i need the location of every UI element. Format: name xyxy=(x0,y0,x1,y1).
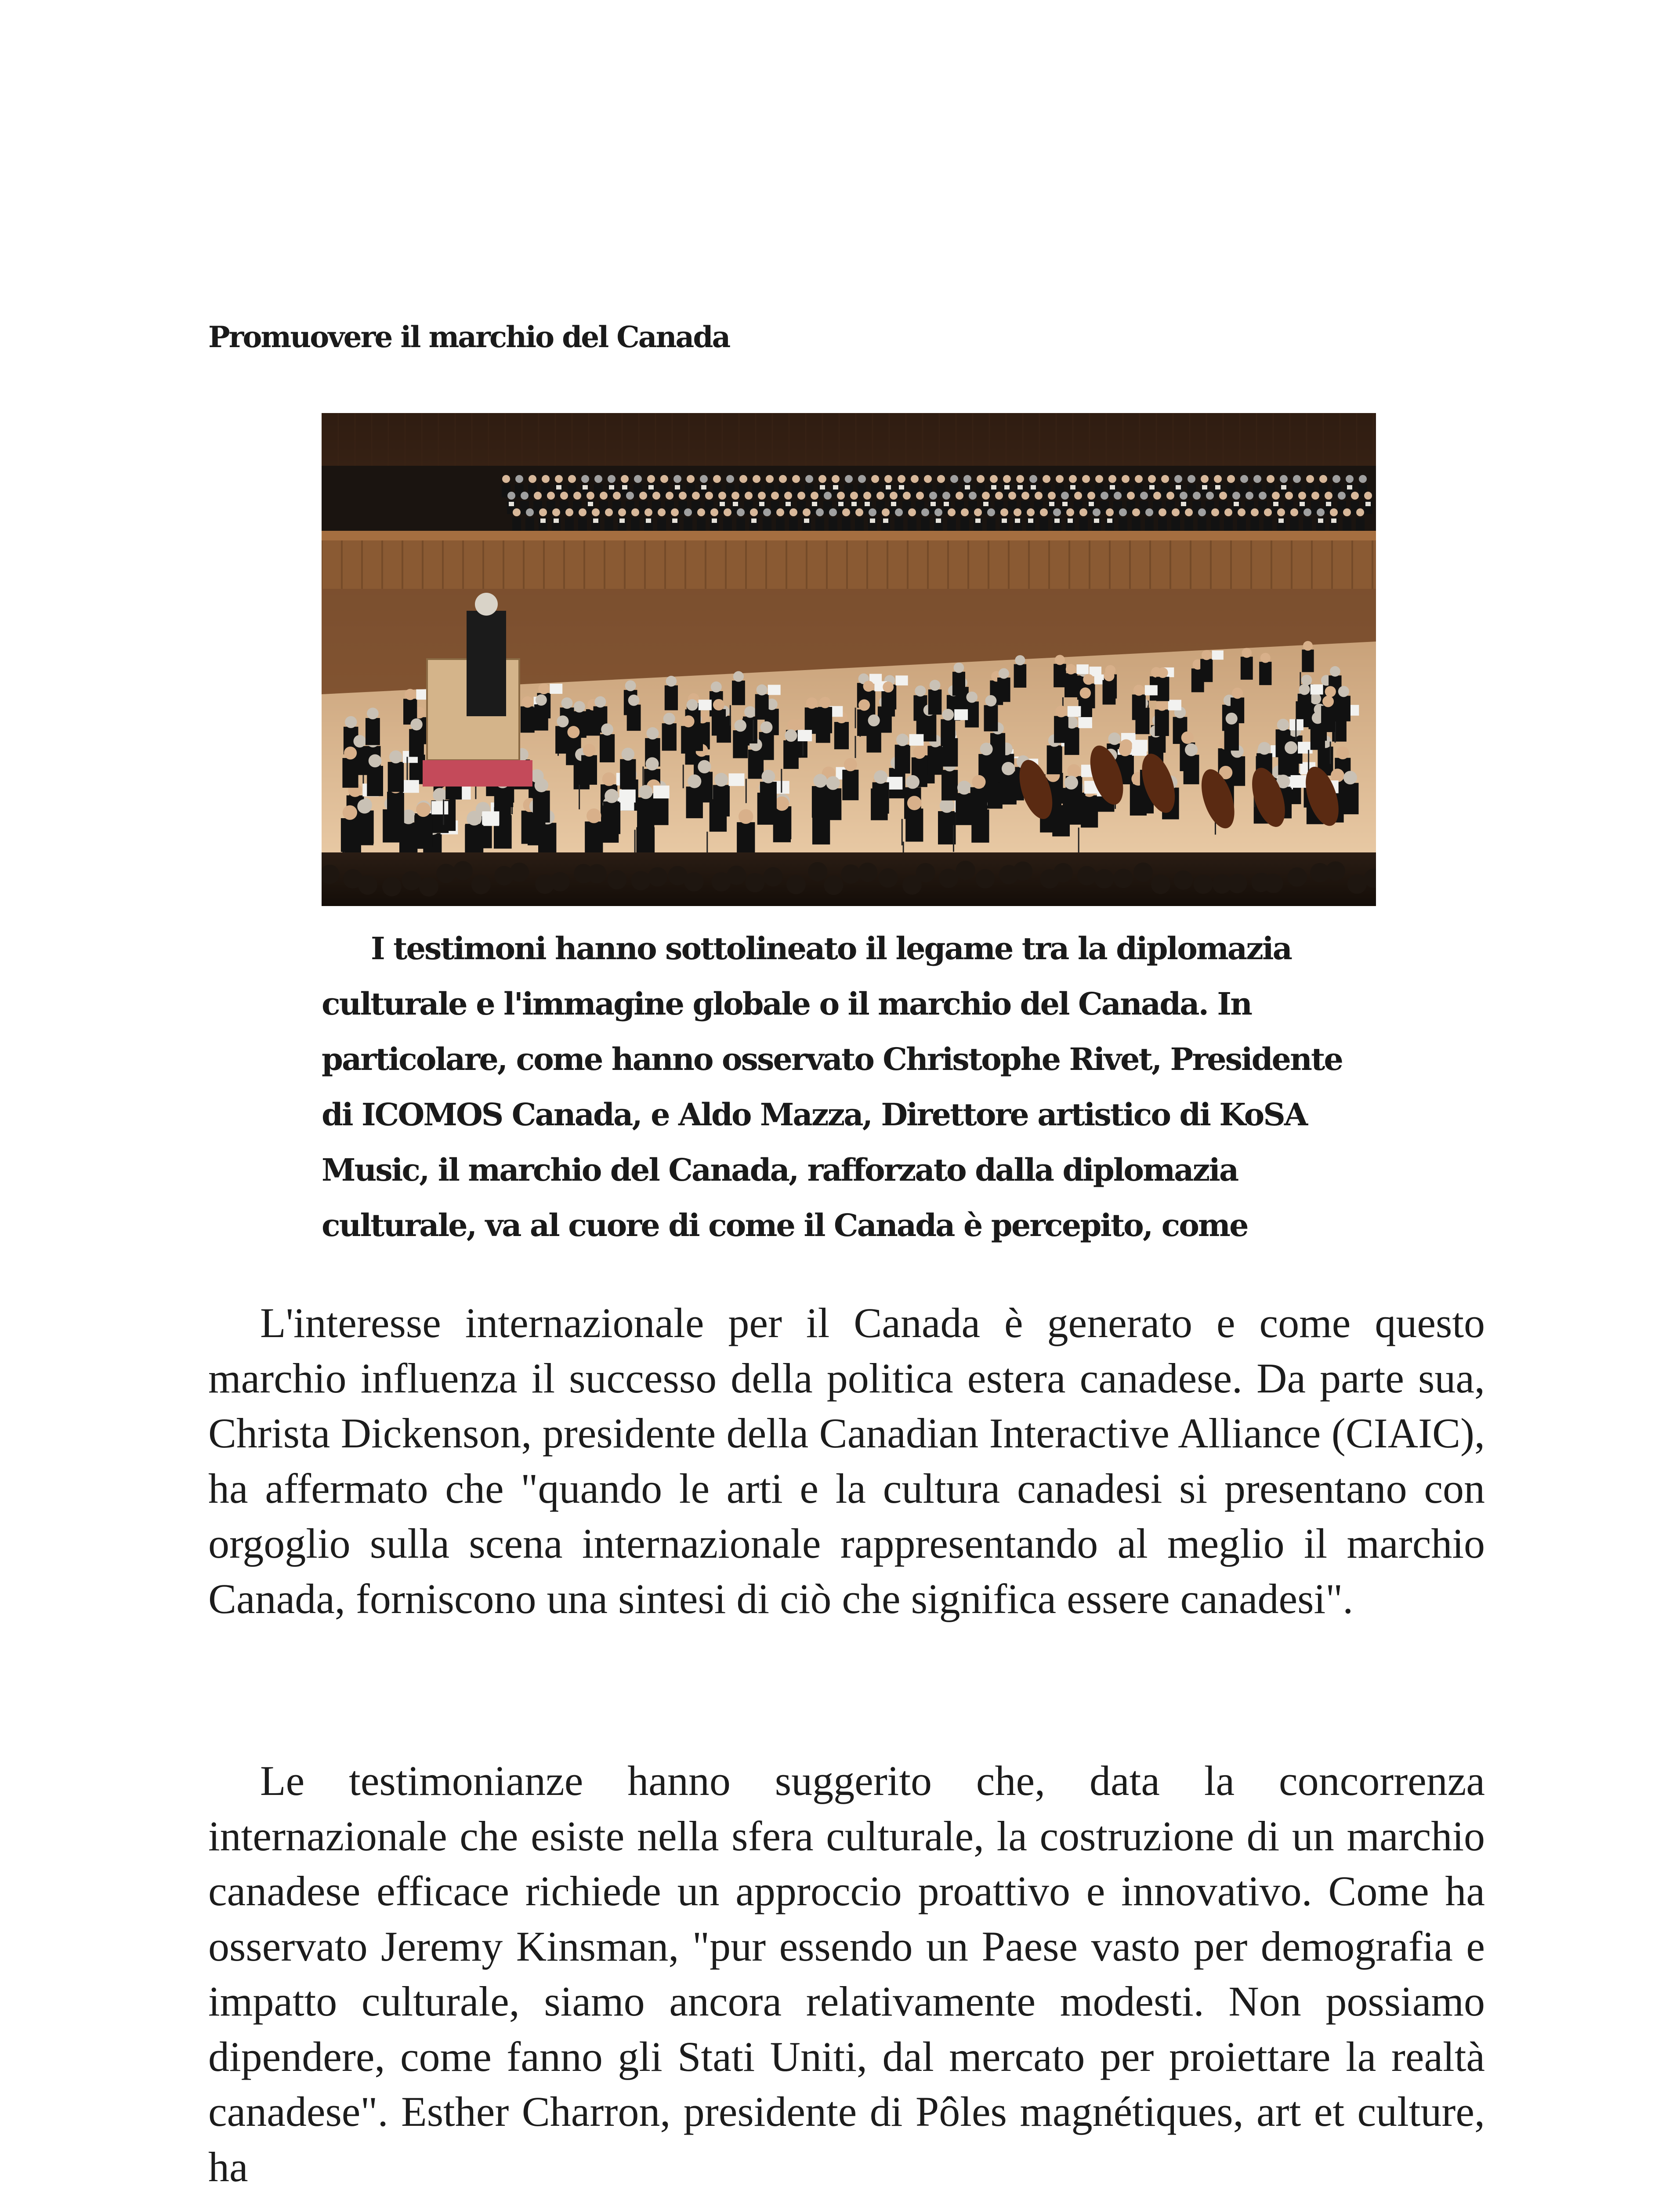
body-paragraph-2: Le testimonianze hanno suggerito che, data la concorrenza internazionale che esiste nella sfera culturale, la costruzione di un marchio canadese efficace richiede un approccio proattivo e innovativo. Come ha osservato Jeremy Kinsman, "pur essendo un Paese vasto per demografia e impatto culturale, siamo ancora relativamente modesti. Non possiamo dipendere, come fanno gli Stati Uniti, dal mercato per proiettare la realtà canadese". Esther Charron, presidente di Pôles magnétiques, art et culture, ha xyxy=(208,1757,1485,2190)
body-paragraph-1: L'interesse internazionale per il Canada è generato e come questo marchio influenza il successo della politica estera canadese. Da parte sua, Christa Dickenson, presidente della Canadian Interactive Alliance (CIAIC), ha affermato che "quando le arti e la cultura canadesi si presentano con orgoglio sulla scena internazionale rappresentando al meglio il marchio Canada, forniscono una sintesi di ciò che significa essere canadesi". xyxy=(208,1299,1485,1622)
caption-text: I testimoni hanno sottolineato il legame tra la diplomazia culturale e l'immagine globale o il marchio del Canada. In particolare, come hanno osservato Christophe Rivet, Presidente di ICOMOS Canada, e Aldo Mazza, Direttore artistico di KoSA Music, il marchio del Canada, rafforzato dalla diplomazia culturale, va al cuore di come il Canada è percepito, come xyxy=(322,930,1342,1244)
section-heading: Promuovere il marchio del Canada xyxy=(208,320,730,354)
orchestra-photo xyxy=(322,413,1376,906)
figure-caption xyxy=(322,921,1385,1253)
